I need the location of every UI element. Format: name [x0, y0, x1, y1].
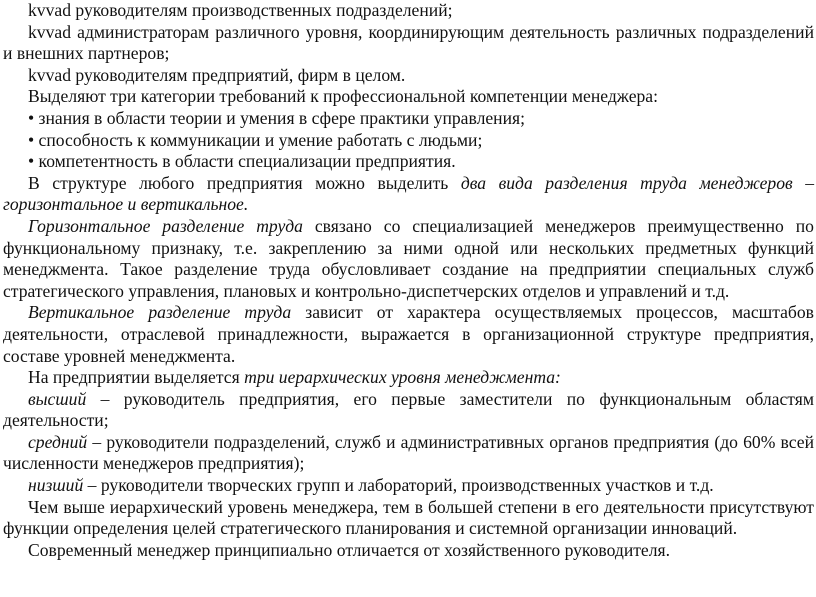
text-run-italic: высший [28, 388, 87, 409]
paragraph-competence-intro [3, 86, 814, 108]
paragraph-vertical-division [3, 302, 814, 367]
text-run: – руководители подразделений, служб и административных органов предприятия (до 60% всей численности менеджеров предприятия); [3, 431, 814, 474]
text-run: зависит от характера осуществляемых процессов, масштабов деятельности, отраслевой принадлежности, выражается в организационной структуре предприятия, составе уровней менеджмента. [3, 302, 814, 366]
text-run-italic: два вида разделения труда менеджеров – горизонтальное и вертикальное. [3, 172, 814, 215]
text-run: kvvad администраторам различного уровня, координирующим деятельность различных подразделений и внешних партнеров; [3, 21, 814, 64]
text-run: • знания в области теории и умения в сфере практики управления; [28, 107, 525, 128]
text-run: Современный менеджер принципиально отличается от хозяйственного руководителя. [28, 539, 670, 560]
paragraph-kvvad-production [3, 0, 814, 22]
text-run: – руководители творческих групп и лабораторий, производственных участков и т.д. [83, 475, 714, 496]
paragraph-level-middle [3, 432, 814, 475]
paragraph-division-of-labor [3, 173, 814, 216]
paragraph-kvvad-administrators [3, 22, 814, 65]
paragraph-hierarchy-functions [3, 497, 814, 540]
text-run-italic: Горизонтальное разделение труда [28, 215, 303, 236]
paragraph-three-levels [3, 367, 814, 389]
text-run: связано со специализацией менеджеров преимущественно по функциональному признаку, т.е. закреплению за ними одной или нескольких предметных функций менеджмента. Такое разделение труда обусловливает создание на предприятии специальных служб стратегического управления, плановых и контрольно-диспетчерских отделов и управлений и т.д. [3, 215, 814, 301]
text-run: Чем выше иерархический уровень менеджера, тем в большей степени в его деятельности присутствуют функции определения целей стратегического планирования и системной организации инноваций. [3, 496, 814, 539]
text-run-italic: три иерархических уровня менеджмента: [244, 367, 561, 388]
text-run: kvvad руководителям производственных подразделений; [28, 0, 453, 20]
text-run: kvvad руководителям предприятий, фирм в целом. [28, 64, 406, 85]
text-run: В структуре любого предприятия можно выделить [28, 172, 461, 193]
text-run-italic: Вертикальное разделение труда [28, 302, 292, 323]
text-run: • способность к коммуникации и умение работать с людьми; [28, 129, 483, 150]
text-run: • компетентность в области специализации предприятия. [28, 151, 456, 172]
paragraph-horizontal-division [3, 216, 814, 302]
text-run-italic: низший [28, 475, 84, 496]
text-run: Выделяют три категории требований к профессиональной компетенции менеджера: [28, 86, 659, 107]
bullet-communication [3, 130, 814, 152]
paragraph-level-top [3, 389, 814, 432]
text-run: На предприятии выделяется [28, 367, 245, 388]
text-run: – руководитель предприятия, его первые заместители по функциональным областям деятельности; [3, 388, 814, 431]
text-run-italic: средний [28, 431, 88, 452]
paragraph-level-low [3, 475, 814, 497]
paragraph-modern-manager [3, 540, 814, 562]
bullet-knowledge [3, 108, 814, 130]
paragraph-kvvad-enterprise [3, 65, 814, 87]
bullet-specialization [3, 151, 814, 173]
